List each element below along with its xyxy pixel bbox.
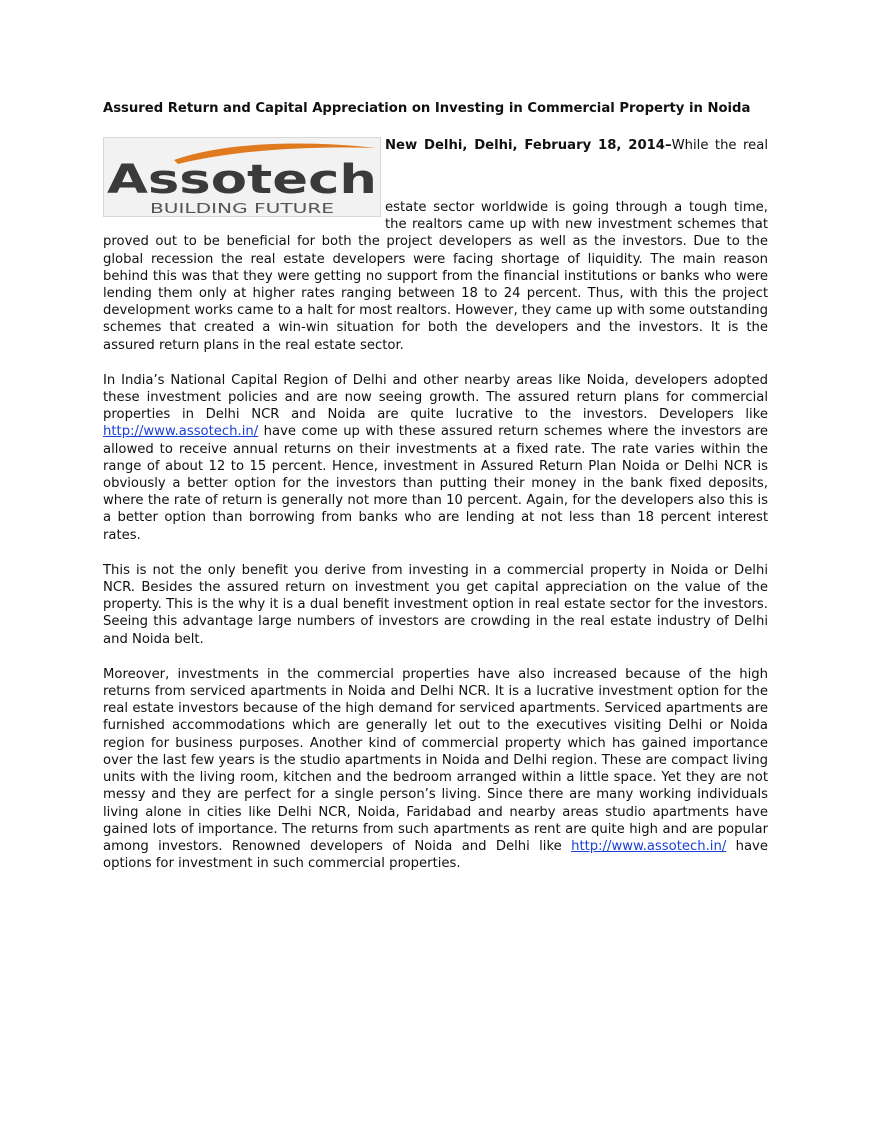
paragraph-4-text-end: have options for investment in such commercial properties.: [103, 838, 768, 872]
logo-tagline: BUILDING FUTURE: [150, 201, 334, 217]
assotech-logo-graphic: [104, 138, 381, 217]
paragraph-1-text: While the real estate sector worldwide is going through a tough time, the realtors came up with new investment schemes that proved out to be beneficial for both the project developers as well as the investors. Due to the global recession the real estate developers were facing shortage of liquidity. The main reason behind this was that they were getting no support from the financial institutions or banks who were lending them only at higher rates ranging between 18 to 24 percent. Thus, with this the project development works came to a halt for most realtors. However, they came up with some outstanding schemes that created a win-win situation for both the developers and the investors. It is the assured return plans in the real estate sector.: [103, 138, 769, 353]
paragraph-2-text-start: In India’s National Capital Region of Delhi and other nearby areas like Noida, developers adopted these investment policies and are now seeing growth. The assured return plans for commercial properties in Delhi NCR and Noida are quite lucrative to the investors. Developers like: [103, 372, 768, 423]
paragraph-2: [103, 372, 768, 544]
paragraph-2-text-end: have come up with these assured return schemes where the investors are allowed to receive annual returns on their investments at a fixed rate. The rate varies within the range of about 12 to 15 percent. Hence, investment in Assured Return Plan Noida or Delhi NCR is obviously a better option for the investors than putting their money in the bank fixed deposits, where the rate of return is generally not more than 10 percent. Again, for the developers also this is a better option than borrowing from banks who are lending at not less than 18 percent interest rates.: [103, 424, 768, 543]
paragraph-4: [103, 666, 768, 872]
logo-wordmark: Assotech: [107, 157, 377, 203]
intro-paragraph: [103, 137, 768, 354]
page-title: Assured Return and Capital Appreciation on Investing in Commercial Property in Noida: [103, 101, 751, 116]
assotech-link-2[interactable]: http://www.assotech.in/: [571, 838, 727, 854]
document-page: [103, 100, 768, 872]
assotech-link[interactable]: http://www.assotech.in/: [103, 424, 259, 440]
dateline: New Delhi, Delhi, February 18, 2014–: [385, 138, 672, 153]
assotech-logo: [103, 137, 381, 217]
paragraph-4-text-start: Moreover, investments in the commercial properties have also increased because of the high returns from serviced apartments in Noida and Delhi NCR. It is a lucrative investment option for the real estate investors because of the high demand for serviced apartments. Serviced apartments are furnished accommodations which are generally let out to the executives visiting Delhi or Noida region for business purposes. Another kind of commercial property which has gained importance over the last few years is the studio apartments in Noida and Delhi region. These are compact living units with the living room, kitchen and the bedroom arranged within a little space. Yet they are not messy and they are perfect for a single person’s living. Since there are many working individuals living alone in cities like Delhi NCR, Noida, Faridabad and nearby areas studio apartments have gained lots of importance. The returns from such apartments as rent are quite high and are popular among investors. Renowned developers of Noida and Delhi like: [103, 666, 768, 854]
paragraph-3: This is not the only benefit you derive from investing in a commercial property in Noida or Delhi NCR. Besides the assured return on investment you get capital appreciation on the value of the property. This is the why it is a dual benefit investment option in real estate sector for the investors. Seeing this advantage large numbers of investors are crowding in the real estate industry of Delhi and Noida belt.: [103, 562, 768, 647]
